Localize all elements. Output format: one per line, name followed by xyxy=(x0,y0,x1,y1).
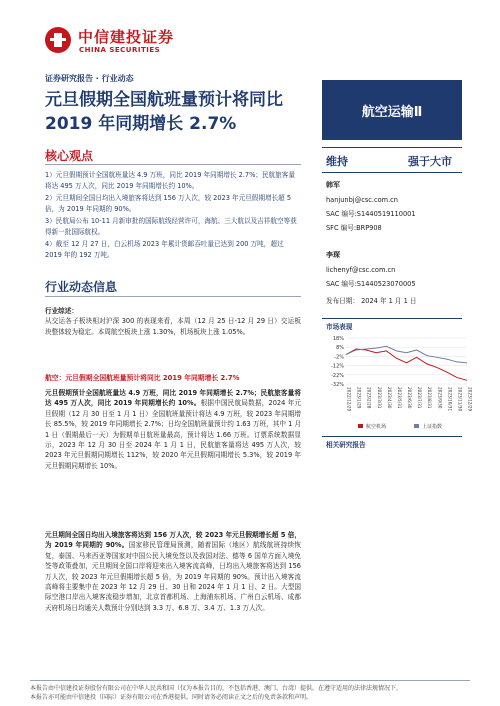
x-tick-label: 2023/3/31 xyxy=(376,387,382,409)
paragraph-2-lead: 元旦期间全国日均出入境旅客将达到 156 万人次，较 2023 年元旦假期增长超 5 倍，为 2019 年同期的 90%。 xyxy=(45,531,301,550)
series-line xyxy=(346,346,467,363)
rating-outperform: 强于大市 xyxy=(408,155,452,168)
x-tick-label: 2023/8/31 xyxy=(427,387,433,409)
market-chart xyxy=(322,334,472,434)
core-list xyxy=(45,170,301,261)
x-tick-label: 2023/4/30 xyxy=(386,387,392,409)
legend-swatch xyxy=(358,424,363,428)
analyst-1 xyxy=(326,180,466,234)
y-tick-label: 8% xyxy=(336,345,344,352)
title-line-1: 元旦假期全国航班量预计将同比 xyxy=(45,90,283,110)
x-tick-label: 2023/9/30 xyxy=(437,387,443,409)
x-tick-label: 2022/12/29 xyxy=(346,387,352,412)
y-tick-label: -12% xyxy=(331,363,344,370)
core-heading: 核心观点 xyxy=(45,149,94,163)
list-item: 4）截至 12 月 27 日，白云机场 2023 年累计货邮吞吐量已达到 200 万吨，超过 2019 年的 192 万吨。 xyxy=(45,240,284,259)
x-tick-label: 2023/6/30 xyxy=(407,387,412,409)
summary-label: 行业综述： xyxy=(45,307,78,315)
footer-line-2: 本报告亦可能由中信建投（国际）证券有限公司在香港提供。同时请务必阅读正文之后的免责条款和声明。 xyxy=(30,694,313,701)
dynamic-heading: 行业动态信息 xyxy=(45,280,118,294)
x-tick-label: 2023/2/28 xyxy=(366,387,372,409)
list-item: 3）民航局公布 10-11 月新审批的国际航线经营许可，海航、三大航以及吉祥航空等获得新一批国际航权。 xyxy=(45,217,297,236)
analyst-2 xyxy=(326,250,466,290)
y-tick-label: -2% xyxy=(334,354,344,361)
x-tick-label: 2023/10/31 xyxy=(447,387,453,412)
list-item: 1）元旦假期预计全国航班量达 4.9 万班，同比 2019 年同期增长 2.7%；民航旅客量将达 495 万人次，同比 2019 年同期增长约 10%。 xyxy=(45,171,295,190)
sub-heading: 航空：元旦假期全国航班量预计将同比 2019 年同期增长 2.7% xyxy=(45,374,240,382)
logo-en-text: CHINA SECURITIES xyxy=(79,46,161,54)
x-tick-label: 2023/7/31 xyxy=(417,387,423,409)
divider xyxy=(45,164,301,165)
legend-label: 上证指数 xyxy=(422,424,443,430)
industry-badge: 航空运输Ⅱ xyxy=(322,80,462,140)
summary-block xyxy=(45,306,301,337)
footer-line-1: 本报告由中信建投证券股份有限公司在中华人民共和国（仅为本报告目的，不包括香港、澳门、台湾）提供。在遵守适用的法律法规情况下， xyxy=(30,685,403,692)
page-title xyxy=(45,88,325,136)
related-heading: 相关研究报告 xyxy=(326,441,366,449)
divider xyxy=(45,296,301,297)
logo-cn-text: 中信建投证券 xyxy=(78,28,175,46)
paragraph-1-text: 根据中国民航局数据，2024 年元旦假期（12 月 30 日至 1 月 1 日）全国航班量预计将达 4.9 万班，较 2023 年同期增长 85.5%，较 2019 年同期增长 2.7%；日均全国航班量预计约 1.63 万班，其中 1 月 1 日（假期最后一天）为假期单日航班量最高，预计将达 1.66 万班。订票系统数据显示，2023 年 12 月 30 日至 2024 年 1 月 1 日，民航旅客量将达 495 万人次，较 2023 年元旦假期同期增长 112%，较 2020 年元旦假期同期增长 5.3%，较 2019 年元旦假期同期增长 10%。 xyxy=(45,399,301,470)
paragraph-2-text: 国家移民管理局预测，随着国际（地区）航线航班持续恢复，泰国、马来西亚等国家对中国公民入境免签以及我国对法、德等 6 国单方面入境免签等政策叠加，元旦期间全国口岸将迎来出入境客流高峰，日均出入境旅客将达到 156 万人次，较 2023 年元旦假期增长超 5 倍，为 2019 年同期的 90%。预计出入境客流高峰将主要集中在 2023 年 12 月 29 日、30 日和 2024 年 1 月 1 日、2 日。大型国际空港口岸出入境客流稳步增加，北京首都机场、上海浦东机场、广州白云机场、成都天府机场日均通关人数预计分别达到 3.3 万、6.8 万、3.4 万、1.3 万人次。 xyxy=(45,541,302,612)
x-tick-label: 2023/1/29 xyxy=(356,387,362,409)
paragraph-2 xyxy=(45,530,301,613)
footer xyxy=(30,684,490,702)
report-type: 证券研究报告 · 行业动态 xyxy=(45,74,134,83)
analyst-sac: SAC 编号:S1440523070005 xyxy=(326,280,416,288)
divider xyxy=(322,172,462,173)
logo xyxy=(45,24,195,58)
analyst-sfc: SFC 编号:BRP908 xyxy=(326,224,382,232)
publish-date: 发布日期： 2024 年 1 月 1 日 xyxy=(326,297,417,305)
analyst-name: 李琛 xyxy=(326,251,340,259)
series-line xyxy=(346,349,467,380)
title-line-2: 2019 年同期增长 2.7% xyxy=(45,114,237,134)
divider xyxy=(322,318,462,319)
market-heading: 市场表现 xyxy=(326,323,353,331)
analyst-name: 韩军 xyxy=(326,181,340,189)
list-item: 2）元旦期间全国日均出入境旅客将达到 156 万人次，较 2023 年元旦假期增长超 5 倍，为 2019 年同期的 90%。 xyxy=(45,194,292,213)
paragraph-1-lead: 元旦假期预计全国航班量达 4.9 万班，同比 2019 年同期增长 2.7%；民航旅客量将达 495 万人次，同比 2019 年同期增长约 10%。 xyxy=(45,389,301,408)
legend-label: 航空机场 xyxy=(366,424,387,430)
divider xyxy=(322,147,462,148)
analyst-sac: SAC 编号:S1440519110001 xyxy=(326,210,416,218)
analyst-email: lichenyf@csc.com.cn xyxy=(326,266,396,274)
paragraph-1 xyxy=(45,388,301,471)
summary-text: 从交运各子板块相对沪深 300 的表现来看，本周（12 月 25 日-12 月 29 日）交运板块整体较为稳定。本周航空板块上涨 1.30%，机场板块上涨 1.05%。 xyxy=(45,317,301,336)
rating-maintain: 维持 xyxy=(326,155,348,168)
divider xyxy=(30,680,470,681)
logo-icon xyxy=(45,27,71,53)
y-tick-label: 18% xyxy=(332,336,344,342)
y-tick-label: -22% xyxy=(331,372,344,379)
divider xyxy=(322,436,462,437)
x-tick-label: 2023/12/29 xyxy=(467,387,472,412)
legend-swatch xyxy=(414,424,419,428)
x-tick-label: 2023/5/31 xyxy=(396,387,402,409)
y-tick-label: -32% xyxy=(331,382,344,388)
x-tick-label: 2023/11/30 xyxy=(457,387,463,412)
analyst-email: hanjunbj@csc.com.cn xyxy=(326,196,398,204)
